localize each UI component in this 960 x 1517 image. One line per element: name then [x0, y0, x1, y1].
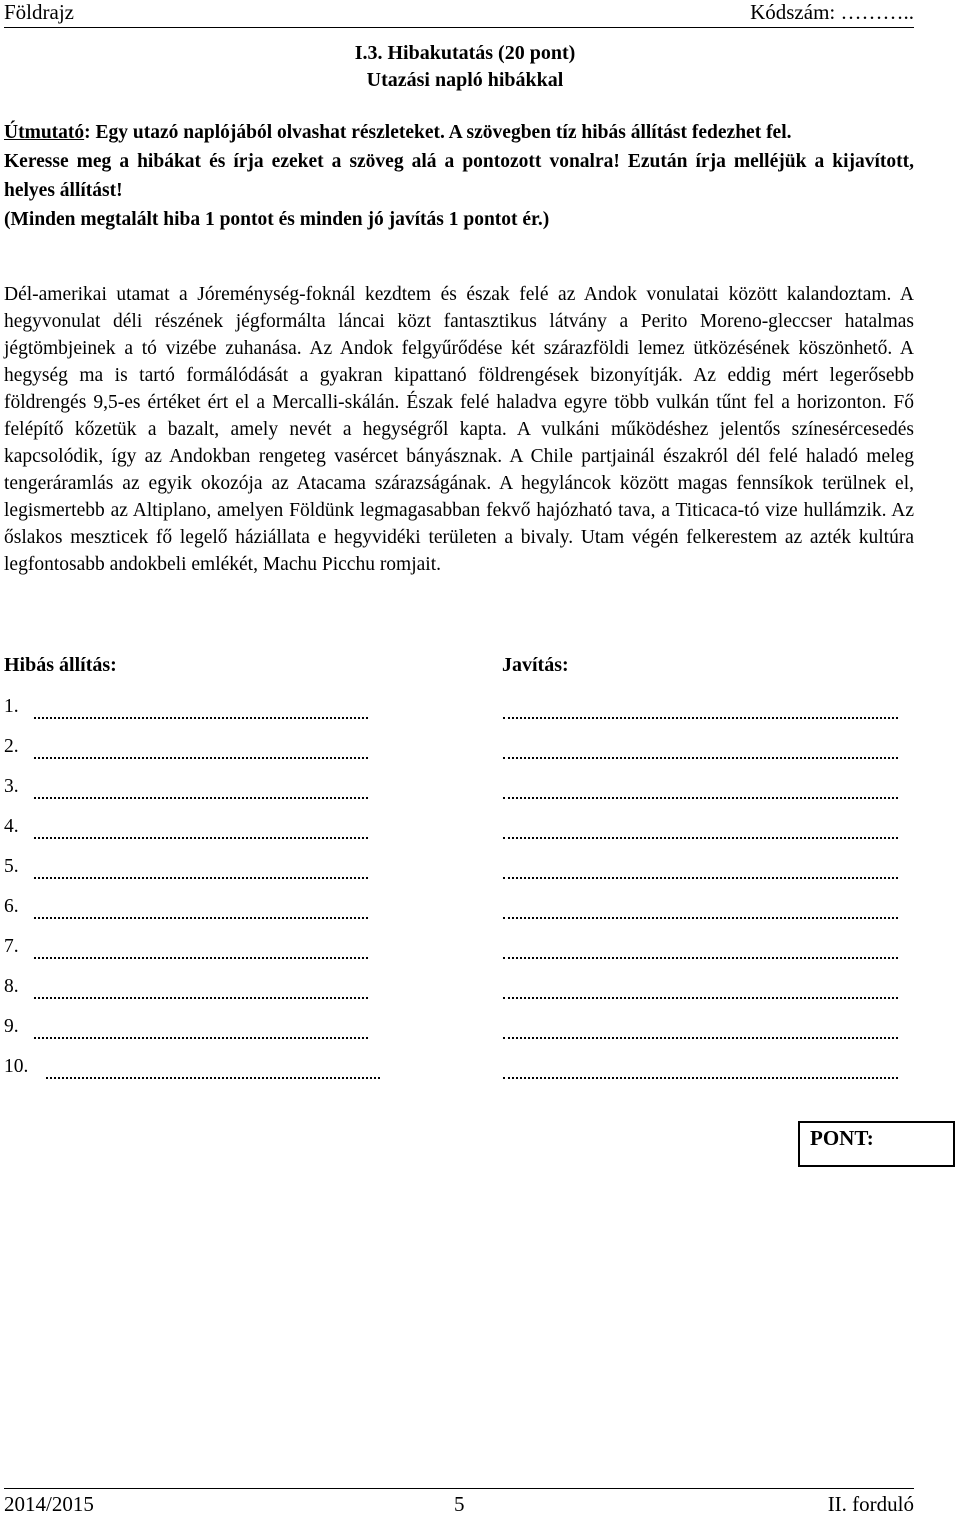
row-number: 5. [4, 856, 19, 877]
correction-line[interactable] [503, 837, 898, 839]
correction-line[interactable] [503, 797, 898, 799]
wrong-statement-line[interactable] [34, 957, 368, 959]
row-number: 10. [4, 1056, 29, 1077]
answer-row [0, 736, 960, 776]
wrong-statement-line[interactable] [34, 997, 368, 999]
correction-line[interactable] [503, 997, 898, 999]
instructions-line1: : Egy utazó naplójából olvashat részleteket. A szövegben tíz hibás állítást fedezhet fel. [84, 122, 792, 143]
wrong-statement-line[interactable] [34, 797, 368, 799]
code-label: Kódszám: ……….. [750, 0, 914, 24]
instructions-label: Útmutató [4, 122, 85, 143]
task-title-line1: I.3. Hibakutatás (20 pont) [354, 42, 576, 64]
correction-line[interactable] [503, 957, 898, 959]
wrong-statement-line[interactable] [34, 757, 368, 759]
wrong-statement-line[interactable] [34, 917, 368, 919]
answer-row [0, 776, 960, 816]
row-number: 8. [4, 976, 19, 997]
score-label: PONT: [810, 1126, 874, 1150]
row-number: 4. [4, 816, 19, 837]
answer-row [0, 816, 960, 856]
score-box[interactable] [798, 1121, 955, 1167]
row-number: 7. [4, 936, 19, 957]
correction-line[interactable] [503, 1037, 898, 1039]
page-number: 5 [454, 1492, 465, 1516]
page-header [4, 0, 914, 28]
correction-line[interactable] [503, 1077, 898, 1079]
subject-label: Földrajz [4, 0, 74, 24]
task-title [0, 40, 930, 94]
wrong-statement-line[interactable] [34, 1037, 368, 1039]
task-title-line2: Utazási napló hibákkal [366, 69, 564, 91]
row-number: 2. [4, 736, 19, 757]
answer-row [0, 696, 960, 736]
page-footer [4, 1488, 914, 1516]
answer-row [0, 936, 960, 976]
row-number: 9. [4, 1016, 19, 1037]
answer-row [0, 976, 960, 1016]
wrong-statement-line[interactable] [34, 837, 368, 839]
wrong-statement-heading: Hibás állítás: [4, 654, 117, 676]
instructions-line3: (Minden megtalált hiba 1 pontot és minden jó javítás 1 pontot ér.) [4, 209, 550, 230]
correction-heading: Javítás: [502, 654, 569, 676]
correction-line[interactable] [503, 757, 898, 759]
school-year: 2014/2015 [4, 1492, 94, 1516]
wrong-statement-line[interactable] [46, 1077, 380, 1079]
instructions-line2: Keresse meg a hibákat és írja ezeket a szöveg alá a pontozott vonalra! Ezután írja melléjük a kijavított, helyes állítást! [4, 151, 914, 201]
travel-diary-text: Dél-amerikai utamat a Jóreménység-foknál kezdtem és észak felé az Andok vonulatai között kalandoztam. A hegyvonulat déli részének jégformálta láncai közt fantasztikus látvány a Perito Moreno-gleccser hatalmas jégtömbjeinek a tó vizébe zuhanása. Az Andok felgyűrődése két szárazföldi lemez ütközésének köszönhető. A hegység ma is tartó formálódását a gyakran kipattanó földrengések bizonyítják. Az eddig mért legerősebb földrengés 9,5-es értéket ért el a Mercalli-skálán. Észak felé haladva egyre több vulkán tűnt fel a horizonton. Fő felépítő kőzetük a bazalt, amely nevét a hegységről kapta. A vulkáni működéshez jelentős színesércesedés kapcsolódik, így az Andokban rengeteg vasércet bányásznak. A Chile partjainál északról dél felé haladó meleg tengeráramlás az egyik okozója az Atacama szárazságának. A hegyláncok között magas fennsíkok terülnek el, legismertebb az Altiplano, amelyen Földünk legmagasabban fekvő hajózható tava, a Titicaca-tó vize hullámzik. Az őslakos meszticek fő legelő háziállata e hegyvidéki területen a bivaly. Utam végén felkerestem az azték kultúra legfontosabb andokbeli emlékét, Machu Picchu romjait. [4, 284, 914, 575]
answer-row [0, 856, 960, 896]
instructions [4, 118, 914, 234]
correction-line[interactable] [503, 917, 898, 919]
answer-row [0, 896, 960, 936]
answer-row [0, 1016, 960, 1056]
wrong-statement-line[interactable] [34, 877, 368, 879]
round-label: II. forduló [827, 1492, 914, 1516]
row-number: 3. [4, 776, 19, 797]
row-number: 6. [4, 896, 19, 917]
correction-line[interactable] [503, 717, 898, 719]
row-number: 1. [4, 696, 19, 717]
answer-rows [0, 696, 960, 1096]
wrong-statement-line[interactable] [34, 717, 368, 719]
correction-line[interactable] [503, 877, 898, 879]
answer-row [0, 1056, 960, 1096]
